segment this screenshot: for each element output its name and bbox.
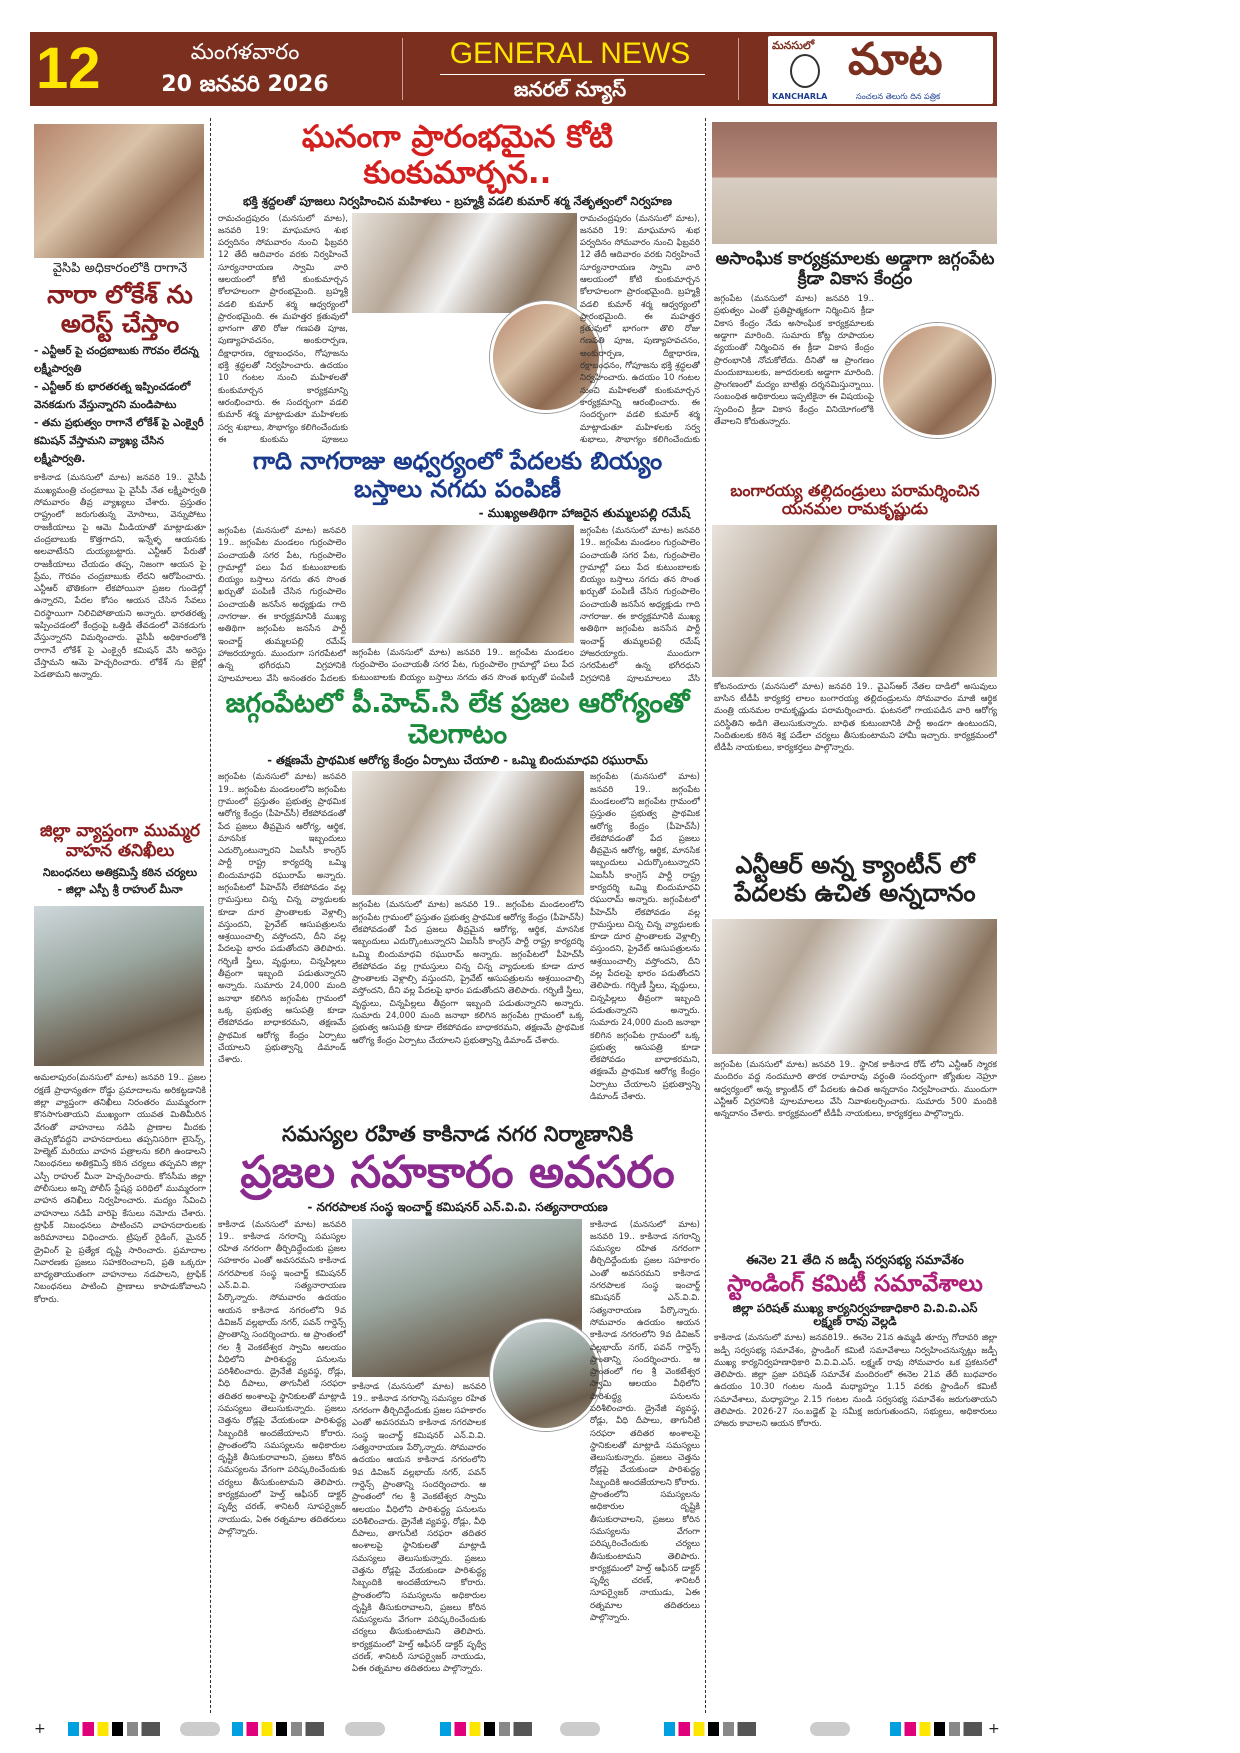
- color-bar: [68, 1722, 160, 1736]
- story-content: [710, 911, 1000, 1250]
- newspaper-logo: [768, 36, 993, 104]
- story-headline: జగ్గంపేటలో పీ.హెచ్.సి లేక ప్రజల ఆరోగ్యంతో చెలగాటం: [225, 688, 690, 751]
- registration-mark: +: [34, 1721, 46, 1737]
- story-headline: గాది నాగరాజు అధ్వర్యంలో పేదలకు బియ్యం బస్తాలు నగదు పంపిణీ: [252, 448, 663, 503]
- divider: [738, 38, 739, 100]
- bullet: - ఎన్టీఆర్ పై చంద్రబాబుకు గౌరవం లేదన్న లక్ష్మీపార్వతి: [34, 345, 199, 376]
- story-content: [710, 1332, 1000, 1503]
- column-divider: [705, 118, 706, 1713]
- story-body: జగ్గంపేట (మనసులో మాట) జనవరి 19.. ప్రభుత్వం ఎంతో ప్రతిష్టాత్మకంగా నిర్మించిన క్రీడా వికాస కేంద్రం నేడు అసాంఘిక కార్యక్రమాలకు అడ్డాగా మారింది. సుమారు కోట్ల రూపాయల వ్యయంతో నిర్మించిన ఈ క్రీడా వికాస కేంద్రం ప్రారంభానికి నోచుకోలేదు. దీనితో ఆ ప్రాంగణం మందుబాబులకు, జూదరులకు అడ్డాగా మారింది. ప్రాంగణంలో మద్యం బాటిళ్లు దర్శనమిస్తున్నాయి. సంబంధిత అధికారులు ఇప్పటికైనా ఈ విషయంపై స్పందించి క్రీడా వికాస కేంద్రం వినియోగంలోకి తేవాలని కోరుతున్నారు.: [714, 294, 874, 428]
- story-sub: భక్తి శ్రద్దలతో పూజలు నిర్వహించిన మహిళలు - బ్రహ్మశ్రీ వడలి కుమార్ శర్మ నేతృత్వంలో నిర్వహణ: [243, 194, 672, 209]
- story-byline: - ముఖ్యఅతిథిగా హాజరైన తుమ్మలపల్లి రమేష్: [478, 506, 690, 521]
- divider: [402, 38, 403, 100]
- page-number: 12: [36, 36, 101, 101]
- story-headline: అసాంఘిక కార్యక్రమాలకు అడ్డాగా జగ్గంపేట క్రీడా వికాస కేంద్రం: [715, 250, 995, 289]
- liquor-bottles-photo: [880, 323, 995, 438]
- story-kakinada-city: [215, 1122, 700, 1698]
- story-body: కాకినాడ (మనసులో మాట) జనవరి19.. ఈనెల 21న ఉమ్మడి తూర్పు గోదావరి జిల్లా జడ్పీ సర్వసభ్య సమావేశం, స్టాండింగ్ కమిటీ సమావేశాలు నిర్వహించనున్నట్లు జడ్పీ ముఖ్య కార్యనిర్వహణాధికారి వి.వి.వి.ఎస్. లక్ష్మణ్ రావు సోమవారం ఒక ప్రకటనలో తెలిపారు. జిల్లా ప్రజా పరిషత్ సమావేశ మందిరంలో ఈనెల 21వ తేదీ బుధవారం ఉదయం 10.30 గంటల నుండి మధ్యాహ్నం 1.15 వరకు స్టాండింగ్ కమిటీ సమావేశాలు, మధ్యాహ్నం 2.15 గంటల నుండి సర్వసభ్య సమావేశం జరుగుతాయని తెలిపారు. 2026-27 సం.బడ్జెట్ పై సమీక్ష జరుగుతుందని, సభ్యులు, అధికారులు హాజరు కావాలని ఆయన కోరారు.: [714, 1333, 997, 1430]
- story-header: [215, 688, 700, 771]
- rice-distribution-photo: [352, 525, 574, 643]
- story-body-continued: రామచంద్రపురం (మనసులో మాట), జనవరి 19: మాఘమాస శుభ పర్వదినం సోమవారం నుంచి ఫిబ్రవరి 12 తేదీ ఆదివారం వరకు నిర్వహించే సూర్యనారాయణ స్వామి వారి ఆలయంలో కోటి కుంకుమార్చన కోలాహలంగా ప్రారంభమైంది. బ్రహ్మశ్రీ వడలి కుమార్ శర్మ ఆధ్వర్యంలో ప్రారంభమైంది. ఈ మహత్తర క్రతువులో భాగంగా తొలి రోజు గణపతి పూజ, పుణ్యాహవచనం, అంకురార్పణ, దీక్షాధారణ, రక్షాబంధనం, గోపూజను భక్తి శ్రద్ధలతో నిర్వహించారు. ఉదయం 10 గంటల నుంచి మహిళలతో కుంకుమార్చన కార్యక్రమాన్ని ఆరంభించారు. ఈ సందర్భంగా వడలి కుమార్ శర్మ మాట్లాడుతూ మహిళలకు సర్వ శుభాలు, సౌభాగ్యం కలిగించేందుకు: [580, 213, 700, 445]
- story-body: జగ్గంపేట (మనసులో మాట) జనవరి 19.. స్థానిక కాకినాడ రోడ్ లోని ఎన్టీఆర్ స్మారక మందిరం వద్ద నందమూరి తారక రామారావు వర్ధంతి సందర్భంగా జ్యోతుల నెహ్రూ ఆధ్వర్యంలో అన్న క్యాంటీన్ లో పేదలకు ఉచిత అన్నదానం నిర్వహించారు. ముందుగా ఎన్టీఆర్ విగ్రహానికి పూలమాలలు వేసి నివాళులర్పించారు. సుమారు 500 మందికి అన్నదానం చేశారు. కార్యక్రమంలో టీడీపీ నాయకులు, కార్యకర్తలు పాల్గొన్నారు.: [714, 1060, 997, 1120]
- story-content: [215, 213, 700, 447]
- story-body-continued: జగ్గంపేట (మనసులో మాట) జనవరి 19.. జగ్గంపేట మండలంలోని జగ్గంపేట గ్రామంలో ప్రస్తుతం ప్రభుత్వ ప్రాథమిక ఆరోగ్య కేంద్రం (పీహెచ్‌సీ) లేకపోవడంతో పేద ప్రజలు తీవ్రమైన ఆరోగ్య, ఆర్థిక, మానసిక ఇబ్బందులు ఎదుర్కొంటున్నారని ఏఐసీసీ కాంగ్రెస్ పార్టీ రాష్ట్ర కార్యదర్శి ఒమ్మి బిందుమాధవి రఘురామ్ అన్నారు. జగ్గంపేటలో పీహెచ్‌సీ లేకపోవడం వల్ల గ్రామస్తులు చిన్న చిన్న వ్యాధులకు కూడా దూర ప్రాంతాలకు వెళ్లాల్సి వస్తుందని, ప్రైవేట్ ఆసుపత్రులను ఆశ్రయించాల్సి వస్తోందని, దీని వల్ల పేదలపై భారం పడుతోందని తెలిపారు. గర్భిణీ స్త్రీలు, వృద్ధులు, చిన్నపిల్లలు తీవ్రంగా ఇబ్బంది పడుతున్నారని అన్నారు. సుమారు 24,000 మంది జనాభా కలిగిన జగ్గంపేట గ్రామంలో ఒక్క ప్రభుత్వ ఆసుపత్రి కూడా లేకపోవడం బాధాకరమని, తక్షణమే ప్రాథమిక ఆరోగ్య కేంద్రం ఏర్పాటు చేయాలని ప్రభుత్వాన్ని డిమాండ్ చేశారు.: [590, 772, 700, 1103]
- story-header: [710, 852, 1000, 911]
- bullet: - తమ ప్రభుత్వం రాగానే లోకేశ్ పై ఎంక్వైరీ కమిషన్ వేస్తామని వ్యాఖ్య చేసిన లక్ష్మీపార్వతి.: [34, 417, 204, 466]
- logo-name: KANCHARLA: [772, 92, 828, 101]
- story-content: [32, 472, 208, 818]
- story-body: రామచంద్రపురం (మనసులో మాట), జనవరి 19: మాఘమాస శుభ పర్వదినం సోమవారం నుంచి ఫిబ్రవరి 12 తేదీ ఆదివారం వరకు నిర్వహించే సూర్యనారాయణ స్వామి వారి ఆలయంలో కోటి కుంకుమార్చన కోలాహలంగా ప్రారంభమైంది. బ్రహ్మశ్రీ వడలి కుమార్ శర్మ ఆధ్వర్యంలో ప్రారంభమైంది. ఈ మహత్తర క్రతువులో భాగంగా తొలి రోజు గణపతి పూజ, పుణ్యాహవచనం, అంకురార్పణ, దీక్షాధారణ, రక్షాబంధనం, గోపూజను భక్తి శ్రద్ధలతో నిర్వహించారు. ఉదయం 10 గంటల నుంచి మహిళలతో కుంకుమార్చన కార్యక్రమాన్ని ఆరంభించారు. ఈ సందర్భంగా వడలి కుమార్ శర్మ మాట్లాడుతూ మహిళలకు సర్వ శుభాలు, సౌభాగ్యం కలిగించేందుకు ఈ కుంకుమ పూజలు: [218, 213, 348, 445]
- story-header: [215, 1122, 700, 1219]
- story-content: [215, 771, 700, 1118]
- section-title-en: GENERAL NEWS: [449, 37, 691, 70]
- story-bullets: [32, 342, 208, 468]
- story-rice-distribution: [215, 448, 700, 684]
- section-title-te: జనరల్ న్యూస్: [513, 77, 627, 101]
- logo-main: మాట: [848, 36, 943, 85]
- story-kumkumarchana: [215, 120, 700, 446]
- story-body-continued: జగ్గంపేట (మనసులో మాట) జనవరి 19.. జగ్గంపేట మండలం గుర్రంపాలెం పంచాయతీ సగర పేట, గుర్రంపాలెం గ్రామాల్లో పలు పేద కుటుంబాలకు బియ్యం బస్తాలు నగదు తన సొంత ఖర్చుతో పంపిణీ చేసిన గుర్రంపాలెం పంచాయతీ జనసేన అధ్యక్షుడు గాది నాగరాజు. ఈ కార్యక్రమానికి ముఖ్య అతిథిగా జగ్గంపేట జనసేన పార్టీ ఇంచార్జ్ తుమ్మలపల్లి రమేష్ హాజరయ్యారు. ముందుగా సగరపేటలో ఉన్న భగీరధుని విగ్రహానికి పూలమాలలు వేసి: [580, 525, 700, 684]
- story-phc: [215, 688, 700, 1118]
- color-bar: [810, 1722, 850, 1736]
- story-headline: నారా లోకేశ్ ను అరెస్ట్ చేస్తాం: [47, 279, 193, 338]
- anna-canteen-photo: [712, 919, 997, 1054]
- logo-small: మనసులో: [772, 39, 815, 52]
- story-sub: నిబంధనలు అతిక్రమిస్తే కఠిన చర్యలు: [42, 866, 198, 880]
- color-bar: [890, 1722, 982, 1736]
- story-body-continued: కాకినాడ (మనసులో మాట) జనవరి 19.. కాకినాడ నగరాన్ని సమస్యల రహిత నగరంగా తీర్చిదిద్దేందుకు ప్రజల సహకారం ఎంతో అవసరమని కాకినాడ నగరపాలక సంస్థ ఇంచార్జ్ కమిషనర్ ఎన్.వి.వి. సత్యనారాయణ పేర్కొన్నారు. సోమవారం ఉదయం ఆయన కాకినాడ నగరంలోని 9వ డివిజన్ వల్లభాయ్ నగర్, పవన్ గార్డెన్స్ ప్రాంతాన్ని సందర్శించారు. ఆ ప్రాంతంలో గల శ్రీ వెంకటేశ్వర స్వామి ఆలయం వీధిలోని పారిశుద్ధ్య పనులను పరిశీలించారు. డ్రైనేజీ వ్యవస్థ, రోడ్లు, వీధి దీపాలు, తాగునీటి సరఫరా తదితర అంశాలపై స్థానికులతో మాట్లాడి సమస్యలు తెలుసుకున్నారు. ప్రజలు చెత్తను రోడ్లపై వేయకుండా పారిశుద్ధ్య సిబ్బందికి అందజేయాలని కోరారు. ప్రాంతంలోని సమస్యలను అధికారుల దృష్టికి తీసుకురావాలని, ప్రజలు కోరిన సమస్యలను వేగంగా పరిష్కరించేందుకు చర్యలు తీసుకుంటామని తెలిపారు. కార్యక్రమంలో హెల్త్ ఆఫీసర్ డాక్టర్ పృథ్వీ చరణ్, శానిటరీ సూపర్వైజర్ నాయుడు, ఏఈ రత్నమాల తదితరులు పాల్గొన్నారు.: [590, 1219, 700, 1624]
- sports-complex-photo: [712, 122, 997, 244]
- story-body: కోటనందూరు (మనసులో మాట) జనవరి 19.. వైఎస్ఆర్ నేతల దాడిలో అసువులు బాసిన టీడీపీ కార్యకర్త లాలం బంగారయ్య తల్లిదండ్రులను సోమవారం మాజీ ఆర్థిక మంత్రి యనమల రామకృష్ణుడు పరామర్శించారు. ఘటనలో గాయపడిన వారి ఆరోగ్య పరిస్థితిని అడిగి తెలుసుకున్నారు. బాధిత కుటుంబానికి పార్టీ అండగా ఉంటుందని, నిందితులకు కఠిన శిక్ష పడేలా చర్యలు తీసుకుంటామని హామీ ఇచ్చారు. కార్యక్రమంలో టీడీపీ నాయకులు, కార్యకర్తలు పాల్గొన్నారు.: [714, 681, 997, 754]
- story-body: కాకినాడ (మనసులో మాట) జనవరి 19.. వైసీపీ ముఖ్యమంత్రి చంద్రబాబు పై వైసీపీ నేత లక్ష్మీపార్వతి సోమవారం తీవ్ర వ్యాఖ్యలు చేశారు. ప్రస్తుతం రాష్ట్రంలో జరుగుతున్న మోసాలు, వెన్నుపోటు రాజకీయాలు పై ఆమె మీడియాతో మాట్లాడుతూ చంద్రబాబుకు కొత్తగాదని, ఇన్నేళ్ళ ఆయనకు అలవాటేనని దుయ్యబట్టారు. ఎన్టీఆర్ పేరుతో రాజకీయాలు చేయడం తప్ప, నిజంగా ఆయన పై ప్రేమ, గౌరవం చంద్రబాబుకు లేదని ఆరోపించారు. ఎన్టీఆర్ భౌతికంగా లేకపోయినా ప్రజల గుండెల్లో ఉన్నారని, పేదల కోసం ఆయన చేసిన సేవలు చిరస్థాయిగా నిలిచిపోతాయని అన్నారు. భారతరత్న ఇప్పించడంలో కేంద్రంపై ఒత్తిడి తేవడంలో వెనకడుగు వేస్తున్నారని విమర్శించారు. వైసీపీ అధికారంలోకి రాగానే లోకేశ్ పై ఎంక్వైరీ కమిషన్ వేసి అరెస్టు చేస్తామని ఆమె హెచ్చరించారు. లోకేశ్ ను జైల్లో పెడతామని అన్నారు.: [34, 473, 206, 681]
- story-zp-meeting: [710, 1253, 1000, 1503]
- story-headline: బంగారయ్య తల్లిదండ్రులు పరామర్శించిన యనమల రామకృష్ణుడు: [730, 482, 980, 519]
- story-content: [32, 900, 208, 1698]
- color-bar: [345, 1722, 385, 1736]
- story-byline: - నగరపాలక సంస్థ ఇంచార్జ్ కమిషనర్ ఎన్.వి.వి. సత్యనారాయణ: [307, 1199, 608, 1214]
- story-vehicle-checks: [32, 822, 208, 1698]
- story-content: [710, 523, 1000, 848]
- vehicle-check-photo: [34, 906, 204, 1066]
- story-byline: - తక్షణమే ప్రాథమిక ఆరోగ్య కేంద్రం ఏర్పాటు చేయాలి - ఒమ్మి బిందుమాధవి రఘురామ్: [267, 753, 648, 768]
- story-body: జగ్గంపేట (మనసులో మాట) జనవరి 19.. జగ్గంపేట మండలంలోని జగ్గంపేట గ్రామంలో ప్రస్తుతం ప్రభుత్వ ప్రాథమిక ఆరోగ్య కేంద్రం (పీహెచ్‌సీ) లేకపోవడంతో పేద ప్రజలు తీవ్రమైన ఆరోగ్య, ఆర్థిక, మానసిక ఇబ్బందులు ఎదుర్కొంటున్నారని ఏఐసీసీ కాంగ్రెస్ పార్టీ రాష్ట్ర కార్యదర్శి ఒమ్మి బిందుమాధవి రఘురామ్ అన్నారు. జగ్గంపేటలో పీహెచ్‌సీ లేకపోవడం వల్ల గ్రామస్తులు చిన్న చిన్న వ్యాధులకు కూడా దూర ప్రాంతాలకు వెళ్లాల్సి వస్తుందని, ప్రైవేట్ ఆసుపత్రులను ఆశ్రయించాల్సి వస్తోందని, దీని వల్ల పేదలపై భారం పడుతోందని తెలిపారు. గర్భిణీ స్త్రీలు, వృద్ధులు, చిన్నపిల్లలు తీవ్రంగా ఇబ్బంది పడుతున్నారని అన్నారు. సుమారు 24,000 మంది జనాభా కలిగిన జగ్గంపేట గ్రామంలో ఒక్క ప్రభుత్వ ఆసుపత్రి కూడా లేకపోవడం బాధాకరమని, తక్షణమే ప్రాథమిక ఆరోగ్య కేంద్రం ఏర్పాటు చేయాలని ప్రభుత్వాన్ని డిమాండ్ చేశారు.: [218, 772, 346, 1066]
- story-header: [710, 250, 1000, 293]
- story-body: జగ్గంపేట (మనసులో మాట) జనవరి 19.. జగ్గంపేట మండలం గుర్రంపాలెం పంచాయతీ సగర పేట, గుర్రంపాలెం గ్రామాల్లో పలు పేద కుటుంబాలకు బియ్యం బస్తాలు నగదు తన సొంత ఖర్చుతో పంపిణీ చేసిన గుర్రంపాలెం పంచాయతీ జనసేన అధ్యక్షుడు గాది నాగరాజు. ఈ కార్యక్రమానికి ముఖ్య అతిథిగా జగ్గంపేట జనసేన పార్టీ ఇంచార్జ్ తుమ్మలపల్లి రమేష్ హాజరయ్యారు. ముందుగా సగరపేటలో ఉన్న భగీరధుని విగ్రహానికి పూలమాలలు వేసి అనంతరం పేదలకు: [218, 525, 346, 684]
- story-headline: ఎన్టీఆర్ అన్న క్యాంటీన్ లో పేదలకు ఉచిత అన్నదానం: [734, 852, 976, 907]
- story-body-continued: జగ్గంపేట (మనసులో మాట) జనవరి 19.. జగ్గంపేట మండలం గుర్రంపాలెం పంచాయతీ సగర పేట, గుర్రంపాలెం గ్రామాల్లో పలు పేద కుటుంబాలకు బియ్యం బస్తాలు నగదు తన సొంత ఖర్చుతో పంపిణీ: [352, 647, 574, 683]
- color-bar: [440, 1722, 532, 1736]
- story-content: [710, 293, 1000, 478]
- color-bar: [560, 1722, 600, 1736]
- masthead: [30, 32, 997, 106]
- story-header: [215, 120, 700, 213]
- drain-inspection-photo: [490, 1319, 602, 1431]
- kumkumarchana-photo: [352, 213, 577, 313]
- story-header: [215, 448, 700, 525]
- color-bar: [664, 1722, 756, 1736]
- story-header: [32, 262, 208, 472]
- portrait-icon: [790, 54, 820, 88]
- day: మంగళవారం: [190, 40, 300, 65]
- press-meet-photo: [352, 771, 584, 895]
- color-bar: [180, 1722, 220, 1736]
- story-headline: ప్రజల సహకారం అవసరం: [240, 1147, 675, 1199]
- story-header: [710, 1253, 1000, 1332]
- story-sports-complex: [710, 250, 1000, 478]
- story-headline: స్టాండింగ్ కమిటీ సమావేశాలు: [727, 1271, 983, 1298]
- story-body-continued: జగ్గంపేట (మనసులో మాట) జనవరి 19.. జగ్గంపేట మండలంలోని జగ్గంపేట గ్రామంలో ప్రస్తుతం ప్రభుత్వ ప్రాథమిక ఆరోగ్య కేంద్రం (పీహెచ్‌సీ) లేకపోవడంతో పేద ప్రజలు తీవ్రమైన ఆరోగ్య, ఆర్థిక, మానసిక ఇబ్బందులు ఎదుర్కొంటున్నారని ఏఐసీసీ కాంగ్రెస్ పార్టీ రాష్ట్ర కార్యదర్శి ఒమ్మి బిందుమాధవి రఘురామ్ అన్నారు. జగ్గంపేటలో పీహెచ్‌సీ లేకపోవడం వల్ల గ్రామస్తులు చిన్న చిన్న వ్యాధులకు కూడా దూర ప్రాంతాలకు వెళ్లాల్సి వస్తుందని, ప్రైవేట్ ఆసుపత్రులను ఆశ్రయించాల్సి వస్తోందని, దీని వల్ల పేదలపై భారం పడుతోందని తెలిపారు. గర్భిణీ స్త్రీలు, వృద్ధులు, చిన్నపిల్లలు తీవ్రంగా ఇబ్బంది పడుతున్నారని అన్నారు. సుమారు 24,000 మంది జనాభా కలిగిన జగ్గంపేట గ్రామంలో ఒక్క ప్రభుత్వ ఆసుపత్రి కూడా లేకపోవడం బాధాకరమని, తక్షణమే ప్రాథమిక ఆరోగ్య కేంద్రం ఏర్పాటు చేయాలని ప్రభుత్వాన్ని డిమాండ్ చేశారు.: [352, 900, 584, 1046]
- story-body-continued: కాకినాడ (మనసులో మాట) జనవరి 19.. కాకినాడ నగరాన్ని సమస్యల రహిత నగరంగా తీర్చిదిద్దేందుకు ప్రజల సహకారం ఎంతో అవసరమని కాకినాడ నగరపాలక సంస్థ ఇంచార్జ్ కమిషనర్ ఎన్.వి.వి. సత్యనారాయణ పేర్కొన్నారు. సోమవారం ఉదయం ఆయన కాకినాడ నగరంలోని 9వ డివిజన్ వల్లభాయ్ నగర్, పవన్ గార్డెన్స్ ప్రాంతాన్ని సందర్శించారు. ఆ ప్రాంతంలో గల శ్రీ వెంకటేశ్వర స్వామి ఆలయం వీధిలోని పారిశుద్ధ్య పనులను పరిశీలించారు. డ్రైనేజీ వ్యవస్థ, రోడ్లు, వీధి దీపాలు, తాగునీటి సరఫరా తదితర అంశాలపై స్థానికులతో మాట్లాడి సమస్యలు తెలుసుకున్నారు. ప్రజలు చెత్తను రోడ్లపై వేయకుండా పారిశుద్ధ్య సిబ్బందికి అందజేయాలని కోరారు. ప్రాంతంలోని సమస్యలను అధికారుల దృష్టికి తీసుకురావాలని, ప్రజలు కోరిన సమస్యలను వేగంగా పరిష్కరించేందుకు చర్యలు తీసుకుంటామని తెలిపారు. కార్యక్రమంలో హెల్త్ ఆఫీసర్ డాక్టర్ పృథ్వీ చరణ్, శానిటరీ సూపర్వైజర్ నాయుడు, ఏఈ రత్నమాల తదితరులు పాల్గొన్నారు.: [352, 1381, 486, 1675]
- condolence-visit-photo: [712, 525, 997, 677]
- story-sub: జిల్లా పరిషత్ ముఖ్య కార్యనిర్వహణాధికారి వి.వి.వి.ఎస్ లక్ష్మణ్ రావు వెల్లడి: [732, 1300, 978, 1329]
- story-byline: - జిల్లా ఎస్పీ శ్రీ రాహుల్ మీనా: [57, 882, 183, 896]
- story-lokesh-arrest: [32, 262, 208, 818]
- story-content: [215, 1219, 700, 1698]
- story-content: [215, 525, 700, 684]
- story-header: [710, 482, 1000, 523]
- lakshmi-parvathi-photo: [34, 124, 204, 258]
- story-headline: ఘనంగా ప్రారంభమైన కోటి కుంకుమార్చన..: [301, 120, 614, 191]
- date: 20 జనవరి 2026: [161, 72, 329, 97]
- divider: [440, 74, 705, 75]
- story-kicker: సమస్యల రహిత కాకినాడ నగర నిర్మాణానికి: [281, 1122, 634, 1146]
- column-divider: [210, 118, 211, 1713]
- story-body: కాకినాడ (మనసులో మాట) జనవరి 19.. కాకినాడ నగరాన్ని సమస్యల రహిత నగరంగా తీర్చిదిద్దేందుకు ప్రజల సహకారం ఎంతో అవసరమని కాకినాడ నగరపాలక సంస్థ ఇంచార్జ్ కమిషనర్ ఎన్.వి.వి. సత్యనారాయణ పేర్కొన్నారు. సోమవారం ఉదయం ఆయన కాకినాడ నగరంలోని 9వ డివిజన్ వల్లభాయ్ నగర్, పవన్ గార్డెన్స్ ప్రాంతాన్ని సందర్శించారు. ఆ ప్రాంతంలో గల శ్రీ వెంకటేశ్వర స్వామి ఆలయం వీధిలోని పారిశుద్ధ్య పనులను పరిశీలించారు. డ్రైనేజీ వ్యవస్థ, రోడ్లు, వీధి దీపాలు, తాగునీటి సరఫరా తదితర అంశాలపై స్థానికులతో మాట్లాడి సమస్యలు తెలుసుకున్నారు. ప్రజలు చెత్తను రోడ్లపై వేయకుండా పారిశుద్ధ్య సిబ్బందికి అందజేయాలని కోరారు. ప్రాంతంలోని సమస్యలను అధికారుల దృష్టికి తీసుకురావాలని, ప్రజలు కోరిన సమస్యలను వేగంగా పరిష్కరించేందుకు చర్యలు తీసుకుంటామని తెలిపారు. కార్యక్రమంలో హెల్త్ ఆఫీసర్ డాక్టర్ పృథ్వీ చరణ్, శానిటరీ సూపర్వైజర్ నాయుడు, ఏఈ రత్నమాల తదితరులు పాల్గొన్నారు.: [218, 1219, 346, 1537]
- story-kicker: వైసీపీ అధికారంలోకి రాగానే: [52, 262, 188, 276]
- story-anna-canteen: [710, 852, 1000, 1250]
- story-header: [32, 822, 208, 900]
- logo-tagline: సంచలన తెలుగు దిన పత్రిక: [856, 92, 941, 101]
- bullet: - ఎన్టీఆర్ కు భారతరత్న ఇప్పించడంలో వెనకడుగు వేస్తున్నారని మండిపాటు: [34, 381, 191, 412]
- story-kicker: ఈనెల 21 తేది న జడ్పీ సర్వసభ్య సమావేశం: [746, 1253, 964, 1267]
- color-bar: [232, 1722, 324, 1736]
- story-headline: జిల్లా వ్యాప్తంగా ముమ్మర వాహన తనిఖీలు: [40, 822, 200, 861]
- story-body: అమలాపురం(మనసులో మాట) జనవరి 19.. ప్రజల రక్షణే ప్రాధాన్యతగా రోడ్డు ప్రమాదాలను అరికట్టడానికి జిల్లా వ్యాప్తంగా తనిఖీలు నిరంతరం ముమ్మరంగా కొనసాగుతాయని ముఖ్యంగా యువత మితిమీరిన వేగంతో వాహనాలు నడిపి ప్రాణాల మీదకు తెచ్చుకోవద్దని వాహనదారులు తప్పనిసరిగా లైసెన్స్, హెల్మెట్ మరియు వాహన పత్రాలను కలిగి ఉండాలని నిబంధనలు అతిక్రమిస్తే కఠిన చర్యలు తప్పవని జిల్లా ఎస్పీ రాహుల్ మీనా హెచ్చరించారు. కోనసీమ జిల్లా పోలీసులు అన్ని పోలీస్ స్టేషన్ల పరిధిలో ముమ్మరంగా వాహన తనిఖీలు నిర్వహించారు. మద్యం సేవించి వాహనాలు నడిపే వారిపై కేసులు నమోదు చేశారు. ట్రాఫిక్ నిబంధనలు పాటించని వాహనదారులకు జరిమానాలు విధించారు. ట్రిపుల్ రైడింగ్, మైనర్ డ్రైవింగ్ పై ప్రత్యేక దృష్టి సారించారు. ప్రమాదాల నివారణకు ప్రజలు సహకరించాలని, ప్రతి ఒక్కరూ బాధ్యతాయుతంగా వాహనాలు నడపాలని, ట్రాఫిక్ నిబంధనలు పాటించి ప్రాణాలు కాపాడుకోవాలని కోరారు.: [34, 1073, 206, 1305]
- story-condolence: [710, 482, 1000, 848]
- registration-mark: +: [988, 1721, 1000, 1737]
